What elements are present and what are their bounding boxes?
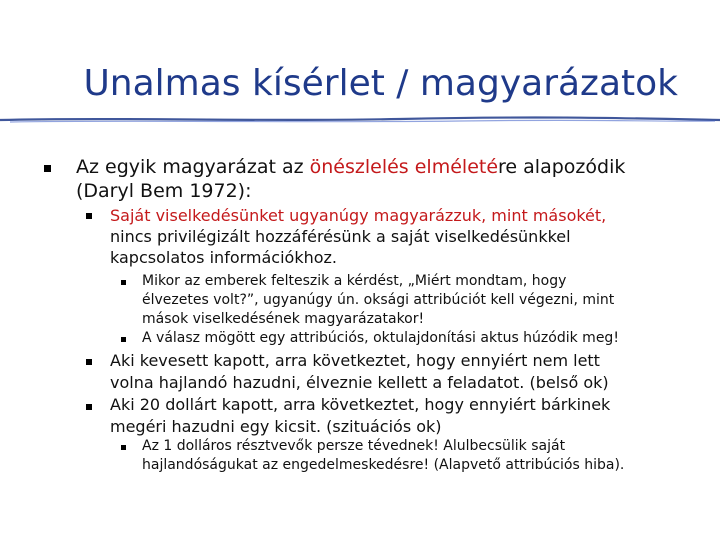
bullet-text-line: élvezetes volt?”, ugyanúgy ún. oksági attribúciót kell végezni, mint (142, 292, 615, 308)
highlight-term: önészlelés elméleté (309, 156, 499, 178)
bullet-text-line: Saját viselkedésünket ugyanúgy magyarázzuk, mint másokét, (110, 206, 607, 225)
bullet-text-line: volna hajlandó hazudni, élveznie kellett a feladatot. (belső ok) (110, 373, 609, 392)
bullet-text-line: A válasz mögött egy attribúciós, oktulajdonítási aktus húzódik meg! (142, 330, 619, 346)
title-underline (0, 114, 720, 126)
bullet-text-line: nincs privilégizált hozzáférésünk a saját viselkedésünkkel (110, 227, 571, 246)
bullet-text (76, 155, 625, 179)
bullet-text-line: Aki kevesett kapott, arra következtet, hogy ennyiért nem lett (110, 351, 600, 370)
bullet-marker (86, 404, 92, 410)
bullet-marker (44, 165, 51, 172)
bullet-marker (86, 359, 92, 365)
slide-title: Unalmas kísérlet / magyarázatok (83, 63, 678, 104)
bullet-text-line: (Daryl Bem 1972): (76, 180, 252, 202)
bullet-marker (121, 337, 126, 342)
bullet-text-line: hajlandóságukat az engedelmeskedésre! (Alapvető attribúciós hiba). (142, 457, 625, 473)
bullet-text-line: Mikor az emberek felteszik a kérdést, „Miért mondtam, hogy (142, 273, 567, 289)
bullet-text-line: kapcsolatos információkhoz. (110, 248, 338, 267)
bullet-text-line: megéri hazudni egy kicsit. (szituációs ok) (110, 417, 442, 436)
bullet-text-line: mások viselkedésének magyarázatakor! (142, 311, 425, 327)
bullet-text-pre: Az egyik magyarázat az (76, 156, 310, 178)
bullet-text-line: Az 1 dolláros résztvevők persze tévednek! Alulbecsülik saját (142, 438, 566, 454)
bullet-marker (86, 213, 92, 219)
bullet-marker (121, 445, 126, 450)
bullet-marker (121, 280, 126, 285)
bullet-text-line: Aki 20 dollárt kapott, arra következtet, hogy ennyiért bárkinek (110, 395, 611, 414)
bullet-text-post: re alapozódik (498, 156, 626, 178)
